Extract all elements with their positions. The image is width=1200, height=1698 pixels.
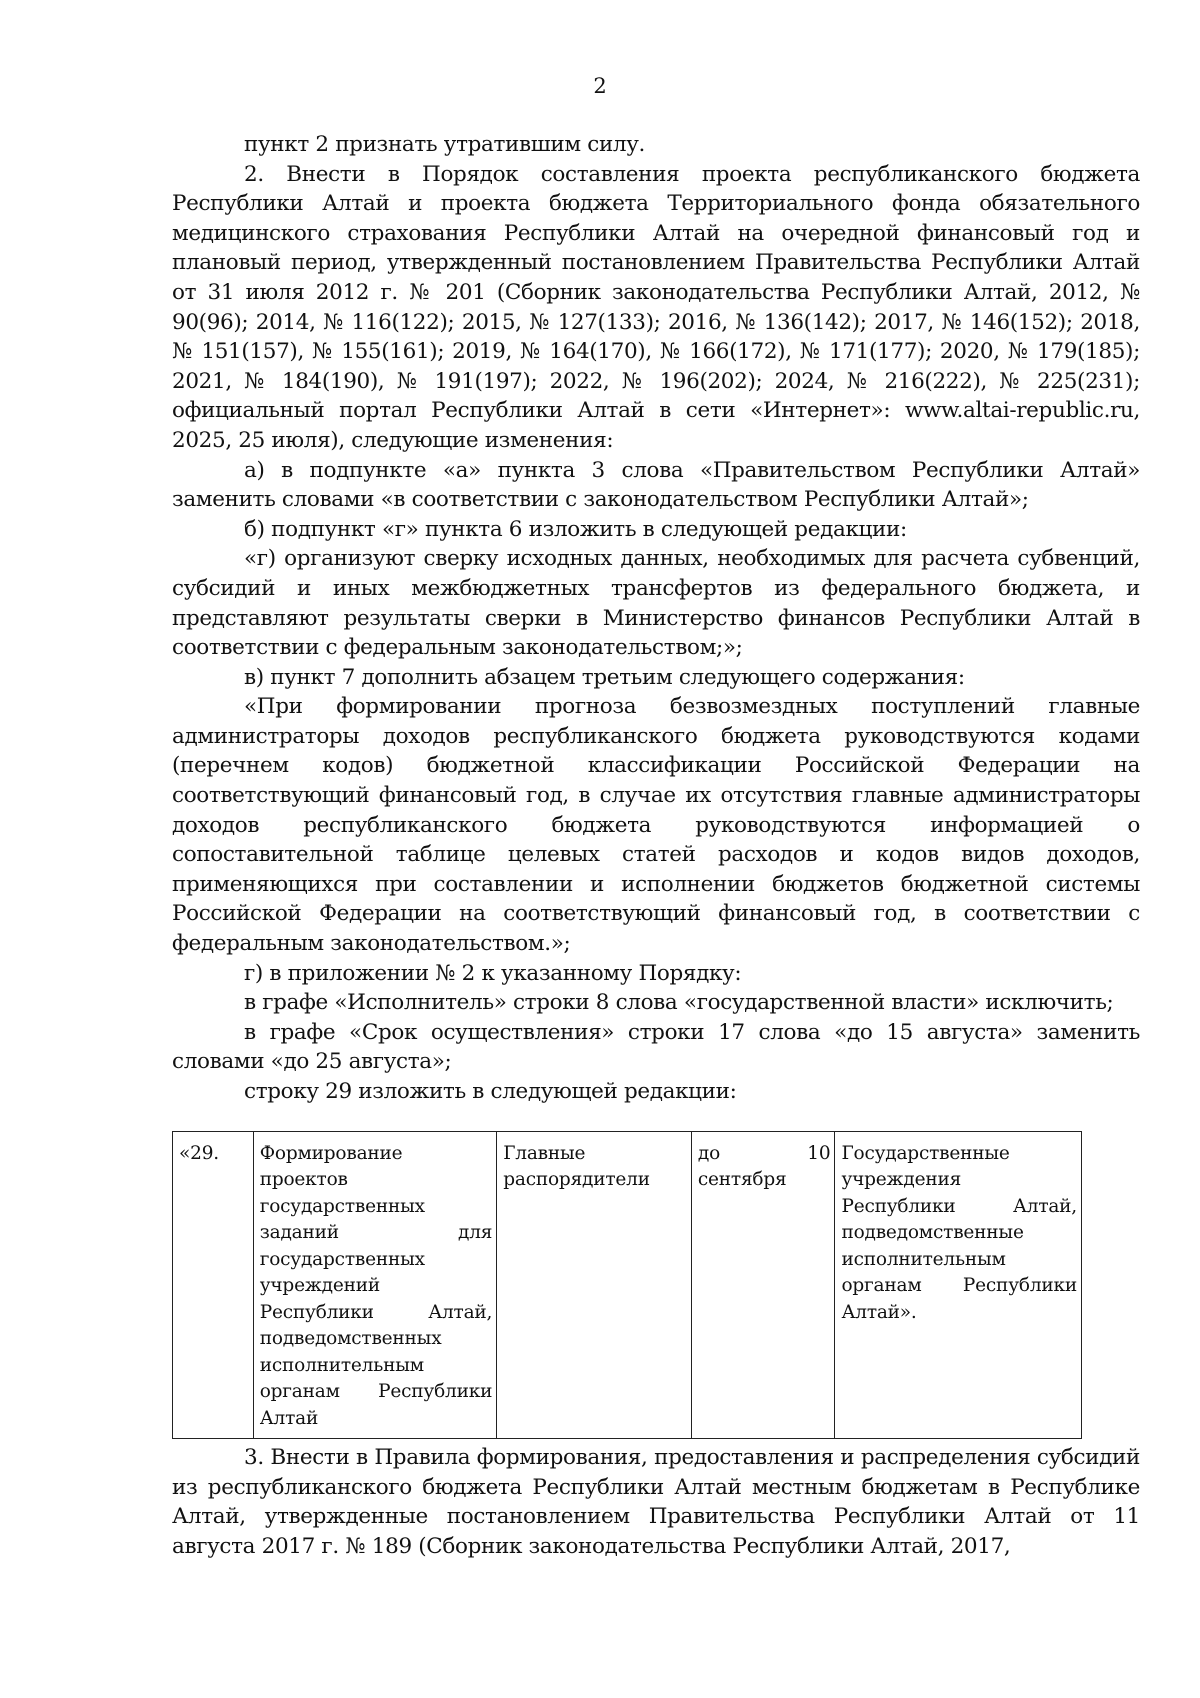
paragraph-subitem-a: а) в подпункте «а» пункта 3 слова «Правительством Республики Алтай» заменить словами «в соответствии с законодательством Республики Алтай»; xyxy=(172,457,1140,513)
paragraph-item-2-end: пункт 2 признать утратившим силу. xyxy=(244,132,646,157)
paragraph-section-3: 3. Внести в Правила формирования, предоставления и распределения субсидий из республиканского бюджета Республики Алтай местным бюджетам в Республике Алтай, утвержденные постановлением Правительства Республики Алтай от 11 августа 2017 г. № 189 (Сборник законодательства Республики Алтай, 2017, xyxy=(172,1445,1140,1559)
paragraph-quote-forecast: «При формировании прогноза безвозмездных поступлений главные администраторы доходов республиканского бюджета руководствуются кодами (перечнем кодов) бюджетной классификации Российской Федерации на соответствующий финансовый год, в случае их отсутствия главные администраторы доходов республиканского бюджета руководствуются информацией о сопоставительной таблице целевых статей расходов и кодов видов доходов, применяющихся при составлении и исполнении бюджетов бюджетной системы Российской Федерации на соответствующий финансовый год, в соответствии с федеральным законодательством.»; xyxy=(172,694,1140,957)
paragraph-quote-g: «г) организуют сверку исходных данных, необходимых для расчета субвенций, субсидий и иных межбюджетных трансфертов из федерального бюджета, и представляют результаты сверки в Министерство финансов Республики Алтай в соответствии с федеральным законодательством;»; xyxy=(172,546,1140,661)
paragraph-row-29-intro: строку 29 изложить в следующей редакции: xyxy=(244,1079,737,1104)
paragraph-subitem-b: б) подпункт «г» пункта 6 изложить в следующей редакции: xyxy=(244,516,907,542)
page-number: 2 xyxy=(593,74,607,98)
table-cell-number: «29. xyxy=(173,1131,254,1439)
paragraph-executor-column: в графе «Исполнитель» строки 8 слова «государственной власти» исключить; xyxy=(244,990,1114,1016)
paragraph-section-2: 2. Внести в Порядок составления проекта республиканского бюджета Республики Алтай и проекта бюджета Территориального фонда обязательного медицинского страхования Республики Алтай на очередной финансовый год и плановый период, утвержденный постановлением Правительства Республики Алтай от 31 июля 2012 г. № 201 (Сборник законодательства Республики Алтай, 2012, № 90(96); 2014, № 116(122); 2015, № 127(133); 2016, № 136(142); 2017, № 146(152); 2018, № 151(157), № 155(161); 2019, № 164(170), № 166(172), № 171(177); 2020, № 179(185); 2021, № 184(190), № 191(197); 2022, № 196(202); 2024, № 216(222), № 225(231); официальный портал Республики Алтай в сети «Интернет»: www.altai-republic.ru, 2025, 25 июля), следующие изменения: xyxy=(172,161,1140,453)
table-cell-executor: Главные распорядители xyxy=(497,1131,692,1439)
table-cell-description: Формирование проектов государственных заданий для государственных учреждений Республики Алтай, подведомственных исполнительным органам Республики Алтай xyxy=(253,1131,497,1439)
paragraph-deadline-column: в графе «Срок осуществления» строки 17 слова «до 15 августа» заменить словами «до 25 августа»; xyxy=(172,1019,1140,1075)
table-cell-deadline: до 10 сентября xyxy=(691,1131,835,1439)
paragraph-subitem-v: в) пункт 7 дополнить абзацем третьим следующего содержания: xyxy=(244,664,965,690)
document-body xyxy=(172,130,1140,1561)
table-row xyxy=(173,1131,1082,1439)
amendment-table xyxy=(172,1131,1082,1440)
table-cell-participants: Государственные учреждения Республики Алтай, подведомственные исполнительным органам Республики Алтай». xyxy=(835,1131,1082,1439)
paragraph-subitem-g: г) в приложении № 2 к указанному Порядку: xyxy=(244,960,742,986)
